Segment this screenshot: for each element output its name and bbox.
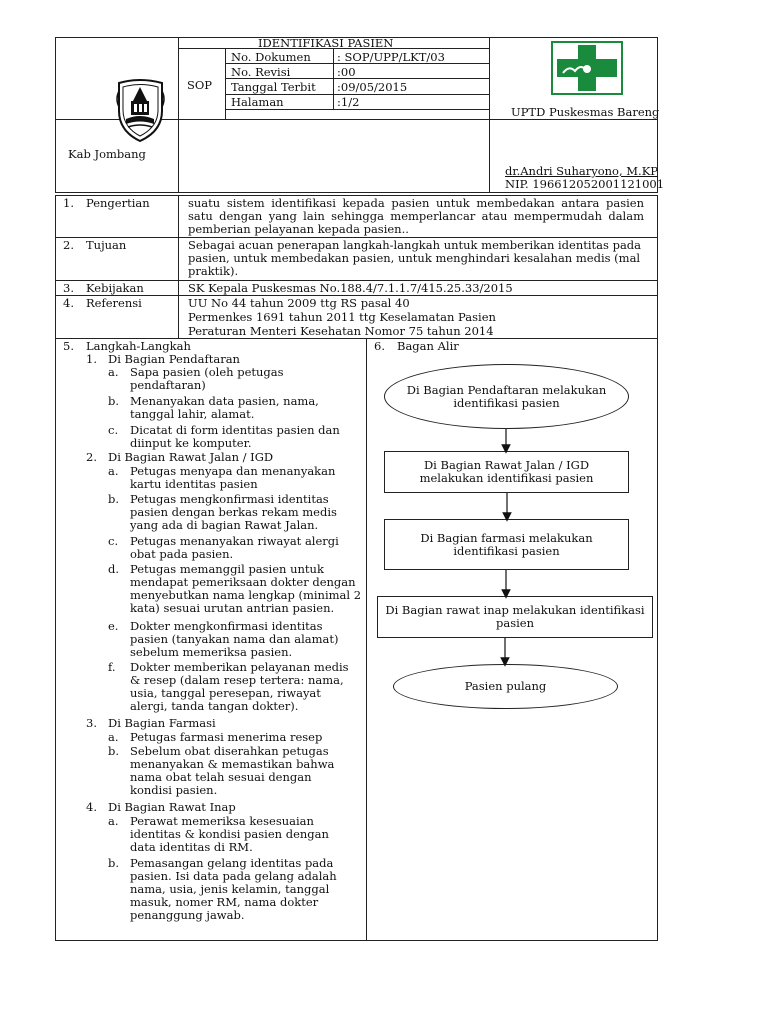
- section-4-line-2: Permenkes 1691 tahun 2011 ttg Keselamatan Pasien: [188, 310, 496, 324]
- field-value-halaman: :1/2: [337, 95, 360, 109]
- section-5-number: 5.: [63, 339, 74, 353]
- section-2-number: 2.: [63, 238, 74, 252]
- field-value-no-dokumen: : SOP/UPP/LKT/03: [337, 50, 445, 64]
- section-4-line-1: UU No 44 tahun 2009 ttg RS pasal 40: [188, 296, 410, 310]
- step-group-4-number: 4.: [86, 800, 97, 814]
- signer-nip: NIP. 196612052001121001: [505, 177, 665, 191]
- flow-node-rawat-jalan: Di Bagian Rawat Jalan / IGD melakukan identifikasi pasien: [384, 451, 629, 493]
- section-3-text: SK Kepala Puskesmas No.188.4/7.1.1.7/415.25.33/2015: [188, 281, 513, 295]
- step-group-1-number: 1.: [86, 352, 97, 366]
- flow-node-pendaftaran: Di Bagian Pendaftaran melakukan identifikasi pasien: [384, 364, 629, 429]
- step-group-3-title: Di Bagian Farmasi: [108, 716, 216, 730]
- puskesmas-cross-logo-icon: [549, 39, 625, 97]
- section-1-number: 1.: [63, 196, 74, 210]
- field-value-no-revisi: :00: [337, 65, 356, 79]
- section-4-number: 4.: [63, 296, 74, 310]
- step-group-2-title: Di Bagian Rawat Jalan / IGD: [108, 450, 274, 464]
- flow-node-pasien-pulang: Pasien pulang: [393, 664, 618, 709]
- flow-node-rawat-inap: Di Bagian rawat inap melakukan identifikasi pasien: [377, 596, 653, 638]
- section-2-text: Sebagai acuan penerapan langkah-langkah untuk memberikan identitas pada pasien, untuk membedakan pasien, untuk menghindari kesalahan medis (mal praktik).: [188, 238, 642, 278]
- kab-jombang-crest-icon: [113, 77, 168, 143]
- section-3-label: Kebijakan: [86, 281, 144, 295]
- document-title: IDENTIFIKASI PASIEN: [258, 36, 394, 50]
- field-label-no-dokumen: No. Dokumen: [231, 50, 311, 64]
- section-2-label: Tujuan: [86, 238, 127, 252]
- section-3-number: 3.: [63, 281, 74, 295]
- section-6-number: 6.: [374, 339, 385, 353]
- step-group-1-title: Di Bagian Pendaftaran: [108, 352, 240, 366]
- signer-name: dr.Andri Suharyono, M.KP: [505, 164, 659, 178]
- field-label-no-revisi: No. Revisi: [231, 65, 291, 79]
- flow-node-farmasi: Di Bagian farmasi melakukan identifikasi pasien: [384, 519, 629, 570]
- step-group-4-title: Di Bagian Rawat Inap: [108, 800, 236, 814]
- org-left-label: Kab Jombang: [68, 147, 146, 161]
- section-4-label: Referensi: [86, 296, 142, 310]
- section-1-text: suatu sistem identifikasi kepada pasien untuk membedakan antara pasien satu dengan yang lain sehingga memperlancar atau mempermudah dalam pemberian pelayanan kepada pasien..: [188, 196, 644, 236]
- section-4-line-3: Peraturan Menteri Kesehatan Nomor 75 tahun 2014: [188, 324, 494, 338]
- field-label-tanggal-terbit: Tanggal Terbit: [231, 80, 316, 94]
- org-right-label: UPTD Puskesmas Bareng: [511, 105, 660, 119]
- step-group-2-number: 2.: [86, 450, 97, 464]
- field-label-halaman: Halaman: [231, 95, 284, 109]
- section-6-title: Bagan Alir: [397, 339, 459, 353]
- step-group-3-number: 3.: [86, 716, 97, 730]
- field-value-tanggal-terbit: :09/05/2015: [337, 80, 408, 94]
- sop-label: SOP: [187, 78, 213, 92]
- section-1-label: Pengertian: [86, 196, 150, 210]
- section-5-title: Langkah-Langkah: [86, 339, 191, 353]
